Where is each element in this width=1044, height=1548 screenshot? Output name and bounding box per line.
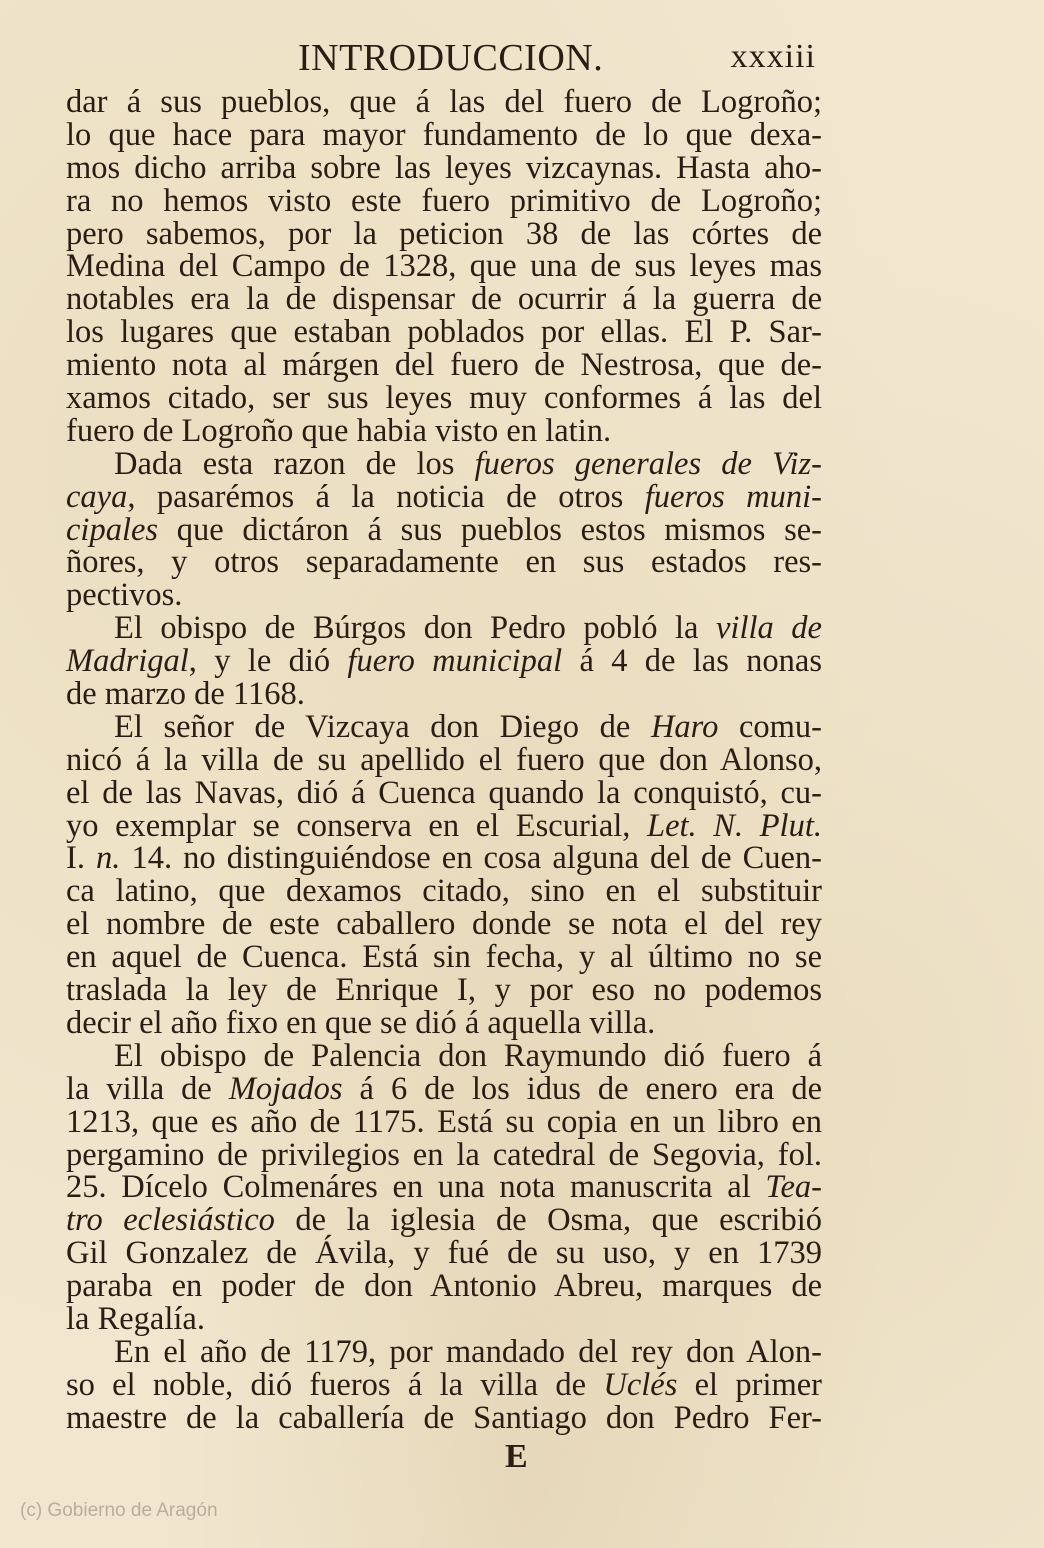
text-run: I. xyxy=(66,840,97,877)
text-line xyxy=(66,807,822,844)
text-line xyxy=(66,875,822,908)
text-line xyxy=(66,1237,822,1270)
running-head xyxy=(298,32,828,80)
text-run: mos dicho arriba sobre las leyes vizcaynas. Hasta aho- xyxy=(66,149,822,186)
text-run: xamos citado, ser sus leyes muy conformes á las del xyxy=(66,380,822,417)
italic-text-run: Madrigal xyxy=(66,643,189,680)
text-run: que dictáron á sus pueblos estos mismos se- xyxy=(158,511,822,548)
text-run: los lugares que estaban poblados por ellas. El P. Sar- xyxy=(66,314,822,351)
text-line xyxy=(66,349,822,382)
text-run: de marzo de 1168. xyxy=(66,676,305,713)
text-line xyxy=(66,182,822,219)
italic-text-run: Haro xyxy=(650,708,719,745)
text-run: En el año de 1179, por mandado del rey don Alon- xyxy=(114,1333,822,1370)
text-run: 1213, que es año de 1175. Está su copia en un libro en xyxy=(66,1103,822,1140)
text-run: pectivos. xyxy=(66,577,183,614)
text-run: lo que hace para mayor fundamento de lo que dexa- xyxy=(66,116,822,153)
text-run: 25. Dícelo Colmenáres en una nota manuscrita al xyxy=(66,1169,766,1206)
text-line xyxy=(66,316,822,349)
text-run: dar á sus pueblos, que á las del fuero de Logroño; xyxy=(66,84,822,120)
italic-text-run: fueros generales de Viz- xyxy=(474,445,823,482)
text-run: paraba en poder de don Antonio Abreu, marques de xyxy=(66,1268,822,1305)
text-line xyxy=(66,612,822,645)
text-line xyxy=(66,116,822,153)
text-run: traslada la ley de Enrique I, y por eso no podemos xyxy=(66,972,822,1009)
text-run: comu- xyxy=(718,708,823,745)
text-line xyxy=(66,445,823,482)
page-number: xxxiii xyxy=(730,38,816,75)
text-run: el primer xyxy=(677,1366,823,1403)
text-line xyxy=(66,741,822,778)
text-line xyxy=(66,283,822,316)
text-run: fuero de Logroño que habia visto en latin. xyxy=(66,412,612,449)
text-line xyxy=(66,1004,822,1041)
text-line xyxy=(66,149,822,186)
text-run: so el noble, dió fueros á la villa de xyxy=(66,1366,604,1403)
text-run: , y le dió xyxy=(188,643,348,680)
text-line xyxy=(66,1037,822,1074)
text-line xyxy=(66,1171,822,1204)
italic-text-run: tro eclesiástico xyxy=(66,1202,275,1239)
text-run: notables era la de dispensar de ocurrir á la guerra de xyxy=(66,281,822,318)
text-run: maestre de la caballería de Santiago don Pedro Fer- xyxy=(66,1399,822,1436)
text-line xyxy=(66,250,822,283)
text-line xyxy=(66,412,822,449)
italic-text-run: Tea- xyxy=(765,1169,822,1206)
text-line xyxy=(66,678,822,711)
text-line xyxy=(66,1399,822,1436)
text-line xyxy=(66,1366,823,1403)
text-run: nicó á la villa de su apellido el fuero que don Alonso, xyxy=(66,741,822,778)
text-run: ra no hemos visto este fuero primitivo de Logroño; xyxy=(66,182,822,219)
text-line xyxy=(66,1136,822,1173)
text-line xyxy=(66,774,822,811)
text-run: pero sabemos, por la peticion 38 de las córtes de xyxy=(66,215,822,252)
italic-text-run: Let. N. Plut. xyxy=(647,807,822,844)
italic-text-run: caya xyxy=(66,478,128,515)
text-line xyxy=(66,974,822,1007)
text-run: El obispo de Palencia don Raymundo dió fuero á xyxy=(114,1037,822,1074)
italic-text-run: cipales xyxy=(66,511,159,548)
text-line xyxy=(66,579,822,612)
text-line xyxy=(66,1333,822,1370)
text-run: la villa de xyxy=(66,1070,229,1107)
text-line xyxy=(66,908,822,941)
text-run: 14. no distinguiéndose en cosa alguna del de Cuen- xyxy=(120,840,822,877)
italic-text-run: fueros muni- xyxy=(644,478,822,515)
text-run: el nombre de este caballero donde se nota el del rey xyxy=(66,906,822,943)
text-run: de la iglesia de Osma, que escribió xyxy=(274,1202,822,1239)
text-line xyxy=(66,382,822,415)
text-run: la Regalía. xyxy=(66,1300,205,1337)
text-run: el de las Navas, dió á Cuenca quando la conquistó, cu- xyxy=(66,774,822,811)
text-line xyxy=(66,1300,822,1337)
text-line xyxy=(66,478,822,515)
text-run: pergamino de privilegios en la catedral de Segovia, fol. xyxy=(66,1136,822,1173)
text-run: á 4 de las nonas xyxy=(562,643,822,680)
italic-text-run: Uclés xyxy=(603,1366,678,1403)
running-head-title: INTRODUCCION. xyxy=(298,37,604,79)
text-run: decir el año fixo en que se dió á aquella villa. xyxy=(66,1004,656,1041)
signature-mark: E xyxy=(505,1438,528,1475)
text-run: á 6 de los idus de enero era de xyxy=(342,1070,822,1107)
text-run: ca latino, que dexamos citado, sino en el substituir xyxy=(66,873,822,910)
text-line xyxy=(66,1103,822,1140)
text-line xyxy=(66,511,822,548)
text-line xyxy=(66,842,822,875)
text-line xyxy=(66,546,822,579)
text-run: ñores, y otros separadamente en sus estados res- xyxy=(66,544,822,581)
text-run: Dada esta razon de los xyxy=(114,445,475,482)
text-run: miento nota al márgen del fuero de Nestrosa, que de- xyxy=(66,347,822,384)
text-run: yo exemplar se conserva en el Escurial, xyxy=(66,807,648,844)
text-run: , pasarémos á la noticia de otros xyxy=(127,478,645,515)
text-run: El señor de Vizcaya don Diego de xyxy=(114,708,651,745)
italic-text-run: Mojados xyxy=(228,1070,343,1107)
text-line xyxy=(66,86,822,119)
italic-text-run: villa de xyxy=(716,610,822,647)
copyright-watermark: (c) Gobierno de Aragón xyxy=(20,1500,218,1521)
text-line xyxy=(66,215,822,252)
text-line xyxy=(66,941,822,974)
text-line xyxy=(66,1270,822,1303)
text-run: Medina del Campo de 1328, que una de sus leyes mas xyxy=(66,248,822,285)
text-line xyxy=(66,708,823,745)
text-run: en aquel de Cuenca. Está sin fecha, y al último no se xyxy=(66,939,822,976)
text-line xyxy=(66,1070,822,1107)
italic-text-run: n. xyxy=(96,840,121,877)
text-line xyxy=(66,1204,822,1237)
text-line xyxy=(66,645,822,678)
text-run: El obispo de Búrgos don Pedro pobló la xyxy=(114,610,716,647)
text-run: Gil Gonzalez de Ávila, y fué de su uso, y en 1739 xyxy=(66,1235,822,1272)
italic-text-run: fuero municipal xyxy=(347,643,563,680)
body-text xyxy=(66,86,822,1435)
